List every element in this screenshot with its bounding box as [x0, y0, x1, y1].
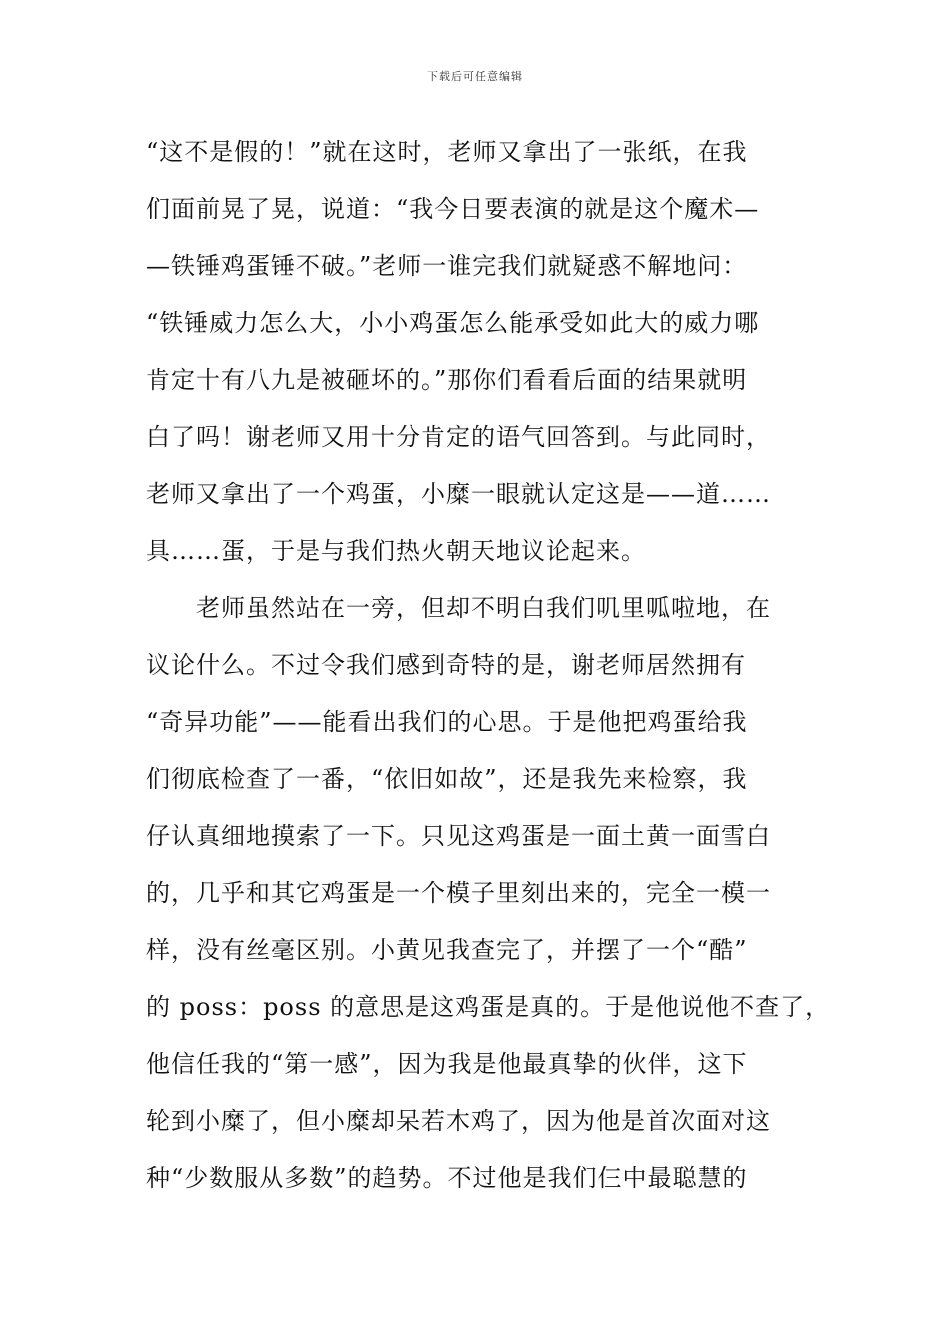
- text-line: 们彻底检查了一番，“依旧如故”，还是我先来检察，我: [146, 765, 748, 793]
- text-line: 种“少数服从多数”的趋势。不过他是我们仨中最聪慧的: [146, 1164, 748, 1192]
- body-text: [146, 128, 831, 1211]
- text-line: 仔认真细地摸索了一下。只见这鸡蛋是一面土黄一面雪白: [146, 822, 771, 850]
- text-line: 的，几乎和其它鸡蛋是一个模子里刻出来的，完全一模一: [146, 879, 771, 907]
- page-header: 下载后可任意编辑: [427, 70, 523, 83]
- text-line: 具……蛋，于是与我们热火朝天地议论起来。: [146, 537, 646, 565]
- text-line: “这不是假的！”就在这时，老师又拿出了一张纸，在我: [146, 138, 748, 166]
- text-line: 样，没有丝毫区别。小黄见我查完了，并摆了一个“酷”: [146, 936, 748, 964]
- text-line: 们面前晃了晃，说道：“我今日要表演的就是这个魔术—: [146, 195, 760, 223]
- text-line: 议论什么。不过令我们感到奇特的是，谢老师居然拥有: [146, 651, 746, 679]
- text-line: 白了吗！谢老师又用十分肯定的语气回答到。与此同时，: [146, 423, 771, 451]
- text-line: “铁锤威力怎么大，小小鸡蛋怎么能承受如此大的威力哪: [146, 309, 760, 337]
- text-line: 老师又拿出了一个鸡蛋，小糜一眼就认定这是——道……: [146, 480, 771, 508]
- text-line: 老师虽然站在一旁，但却不明白我们叽里呱啦地，在: [146, 594, 771, 622]
- text-line: —铁锤鸡蛋锤不破。”老师一谁完我们就疑惑不解地问：: [146, 252, 748, 280]
- text-line: 轮到小糜了，但小糜却呆若木鸡了，因为他是首次面对这: [146, 1107, 771, 1135]
- text-line: 他信任我的“第一感”，因为我是他最真挚的伙伴，这下: [146, 1050, 748, 1078]
- text-line: “奇异功能”——能看出我们的心思。于是他把鸡蛋给我: [146, 708, 748, 736]
- text-line: 肯定十有八九是被砸坏的。”那你们看看后面的结果就明: [146, 366, 748, 394]
- text-line: 的 poss：poss 的意思是这鸡蛋是真的。于是他说他不查了，: [146, 993, 831, 1021]
